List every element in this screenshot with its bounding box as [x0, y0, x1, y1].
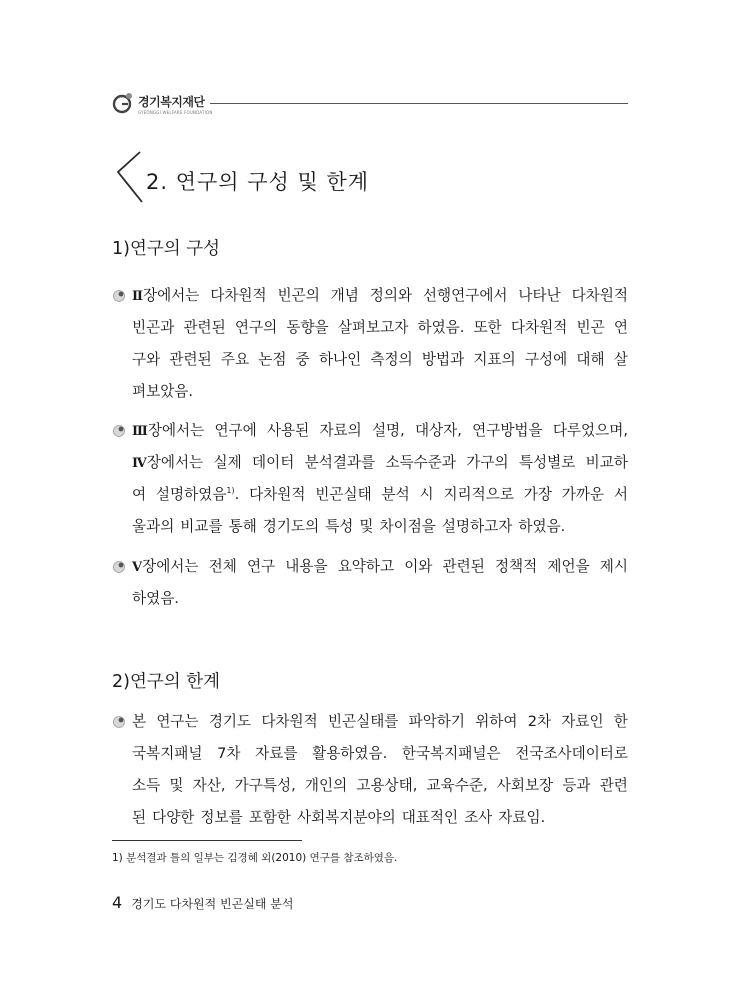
word: 하였음.	[132, 590, 179, 607]
word: 빈곤실태를	[327, 713, 399, 730]
word: 가구의	[466, 454, 509, 471]
word: 다차원적	[571, 287, 628, 304]
text-line	[132, 285, 628, 317]
section-heading-composition: 1)연구의 구성	[112, 239, 221, 259]
word: 연구의	[234, 319, 278, 336]
word: 동향을	[286, 319, 329, 336]
word: 연구는	[156, 713, 199, 730]
page-number: 4	[112, 893, 123, 912]
word: 개인의	[304, 777, 348, 794]
chapter-heading	[112, 148, 512, 208]
word: 구성에	[524, 351, 568, 368]
word: 다차원적	[249, 486, 306, 503]
bullet-icon	[112, 560, 126, 574]
text-line	[132, 349, 628, 381]
word: 가까운	[561, 486, 605, 503]
word: 지표의	[473, 351, 516, 368]
text-line	[132, 556, 628, 588]
word: 활용하였음.	[312, 745, 388, 762]
word: 한국복지패널은	[401, 745, 501, 762]
page-header	[112, 88, 628, 128]
word: 하였음.	[417, 319, 465, 336]
word: 시	[419, 486, 434, 503]
word: 주요	[220, 351, 250, 368]
word: 및	[359, 518, 374, 535]
word: 연구	[246, 558, 276, 575]
paragraph-text	[132, 420, 628, 548]
section-heading-limitations: 2)연구의 한계	[112, 672, 221, 692]
word: 데이터	[252, 454, 295, 471]
word: 분석	[381, 486, 410, 503]
word: 설명하고자	[441, 518, 513, 535]
footnote: 1) 분석결과 틀의 일부는 김경혜 외(2010) 연구를 참조하였음.	[112, 852, 398, 864]
word: 살	[613, 351, 628, 368]
text-line	[132, 452, 628, 484]
word: 설명,	[371, 422, 405, 439]
text-line	[132, 807, 628, 839]
word: 살펴보고자	[337, 319, 409, 336]
word: Ⅱ장에서는	[132, 287, 200, 304]
footnote-rule	[112, 840, 302, 841]
word: 논점	[258, 351, 287, 368]
word: 사회보장	[496, 777, 554, 794]
word: 된	[132, 809, 147, 826]
word: 다차원적	[210, 287, 267, 304]
word: 다양한	[152, 809, 195, 826]
word: 중	[295, 351, 310, 368]
word: 자료인	[561, 713, 604, 730]
word: 자산,	[192, 777, 226, 794]
word: 하였음.	[518, 518, 566, 535]
word: 통해	[228, 518, 257, 535]
word: Ⅲ장에서는	[132, 422, 205, 439]
word: 구와	[132, 351, 161, 368]
word: 정책적	[494, 558, 538, 575]
word: 설명하였음$^{1)}$.	[155, 486, 240, 503]
text-line	[132, 420, 628, 452]
page-footer	[112, 893, 293, 912]
word: 차이점을	[379, 518, 436, 535]
word: 방법과	[421, 351, 465, 368]
text-line	[132, 588, 628, 620]
word: 및	[169, 777, 184, 794]
word: 소득	[132, 777, 161, 794]
word: 서	[613, 486, 628, 503]
word: 지리적으로	[443, 486, 514, 503]
text-line	[132, 516, 628, 548]
word: 포함한	[248, 809, 291, 826]
word: 자료를	[255, 745, 298, 762]
word: 측정의	[370, 351, 413, 368]
word: 관련된	[442, 558, 485, 575]
word: 조사	[464, 809, 493, 826]
word: 특성	[325, 518, 354, 535]
word: 전국조사데이터로	[515, 745, 628, 762]
word: 제시	[599, 558, 628, 575]
word: 고용상태,	[356, 777, 418, 794]
text-line	[132, 484, 628, 516]
text-line	[132, 711, 628, 743]
word: 7차	[217, 745, 241, 762]
chapter-title: 2. 연구의 구성 및 한계	[146, 170, 370, 194]
word: 선행연구에서	[422, 287, 508, 304]
word: 펴보았음.	[132, 383, 194, 400]
word: 나타난	[518, 287, 561, 304]
word: 소득수준과	[385, 454, 456, 471]
word: 특성별로	[518, 454, 576, 471]
word: Ⅴ장에서는	[132, 558, 199, 575]
word: 관련된	[169, 351, 212, 368]
word: 빈곤	[576, 319, 605, 336]
word: 연구방법을	[472, 422, 543, 439]
word: 가구특성,	[234, 777, 296, 794]
word: 국복지패널	[132, 745, 203, 762]
word: 대상자,	[414, 422, 462, 439]
org-name: 경기복지재단	[138, 95, 205, 109]
word: 사회복지분야의	[297, 809, 396, 826]
text-line	[132, 743, 628, 775]
word: 정의와	[369, 287, 413, 304]
text-line	[132, 775, 628, 807]
footer-title: 경기도 다차원적 빈곤실태 분석	[131, 897, 294, 911]
word: 비교를	[180, 518, 223, 535]
word: 요약하고	[337, 558, 395, 575]
word: 비교하	[585, 454, 628, 471]
word: 전체	[208, 558, 237, 575]
word: 하나인	[318, 351, 362, 368]
header-rule	[210, 103, 628, 104]
word: 분석결과를	[304, 454, 376, 471]
word: 제언을	[547, 558, 590, 575]
word: 여	[132, 486, 147, 503]
word: 자료의	[319, 422, 362, 439]
word: 정보를	[200, 809, 243, 826]
org-subtitle: GYEONGGI WELFARE FOUNDATION	[138, 110, 213, 115]
word: 빈곤실태	[315, 486, 372, 503]
bullet-icon	[112, 715, 126, 729]
word: 위하여	[475, 713, 518, 730]
word: 한	[613, 713, 628, 730]
paragraph-text	[132, 711, 628, 839]
word: 관련된	[183, 319, 226, 336]
word: 다차원적	[510, 319, 568, 336]
word: 경기도의	[262, 518, 320, 535]
bullet-icon	[112, 424, 126, 438]
text-line	[132, 317, 628, 349]
word: 다차원적	[261, 713, 318, 730]
paragraph-text	[132, 285, 628, 413]
word: 실제	[213, 454, 242, 471]
word: 가장	[523, 486, 552, 503]
word: 본	[132, 713, 147, 730]
word: 다루었으며,	[552, 422, 628, 439]
word: 연구에	[214, 422, 257, 439]
word: 대해	[576, 351, 605, 368]
word: 연	[613, 319, 628, 336]
word: 또한	[473, 319, 502, 336]
word: Ⅳ장에서는	[132, 454, 204, 471]
foundation-logo-icon	[112, 92, 134, 114]
word: 파악하기	[408, 713, 465, 730]
text-line	[132, 381, 628, 413]
word: 이와	[404, 558, 433, 575]
word: 관련	[599, 777, 628, 794]
paragraph-text	[132, 556, 628, 620]
word: 사용된	[266, 422, 310, 439]
bullet-icon	[112, 289, 126, 303]
word: 등과	[562, 777, 591, 794]
word: 대표적인	[401, 809, 459, 826]
word: 2차	[527, 713, 552, 730]
word: 빈곤과	[132, 319, 175, 336]
word: 교육수준,	[426, 777, 488, 794]
word: 개념	[330, 287, 359, 304]
word: 울과의	[132, 518, 175, 535]
word: 자료임.	[498, 809, 546, 826]
word: 빈곤의	[277, 287, 320, 304]
word: 내용을	[285, 558, 328, 575]
word: 경기도	[208, 713, 252, 730]
